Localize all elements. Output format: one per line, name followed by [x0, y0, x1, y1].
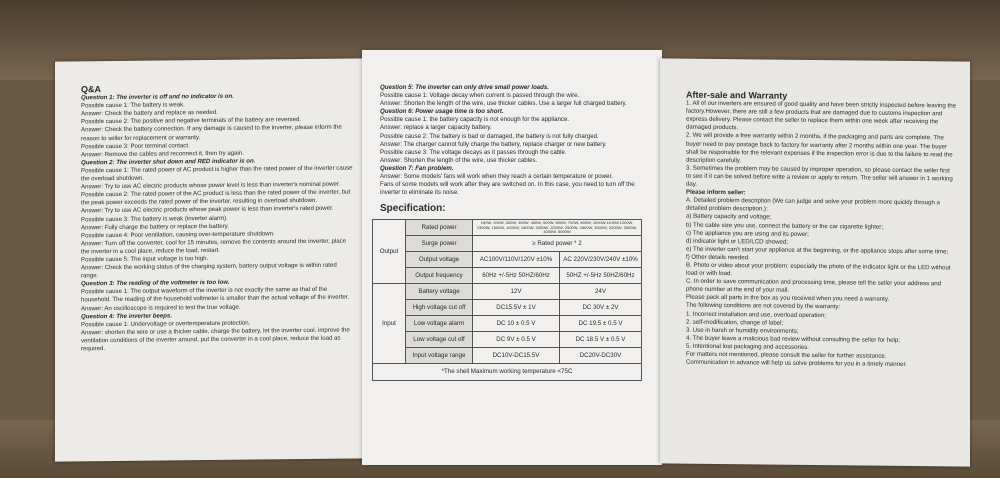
text-line: e) The inverter can't start your appliance at the beginning, or the appliance stops after some time; — [686, 245, 949, 256]
text-line: 1. Incorrect installation and use, overload operation; — [686, 310, 826, 319]
text-line: Possible cause 5: The input voltage is too high. — [81, 254, 209, 264]
text-line: 1. All of our inverters are ensured of good quality and have been strictly inspected before leaving the factory.However, there are still a few products that are damaged due to customs inspection and express delivery. Please contact the seller to replace them within one week after receiving the damaged products. — [686, 99, 956, 132]
input-range-label: Input voltage range — [406, 348, 473, 364]
surge-power-value: ≥ Rated power * 2 — [473, 236, 642, 252]
text-line: Answer: Fully charge the battery or replace the battery. — [81, 222, 229, 231]
lv-cutoff-12v: DC 9V ± 0.5 V — [473, 332, 560, 348]
text-line: Answer: Shorten the length of the wire, use thicker cables. — [380, 156, 538, 164]
middle-text — [380, 84, 648, 197]
text-line: 2. We will provide a free warranty within 2 months, if the packaging and parts are complete. The buyer need to pay postage back to factory for warranty after 2 months within one year. The buyer shall be responsible for the relevant expenses if the inspection error is due to the failure to read the description carefully. — [686, 132, 953, 164]
text-line: Question 3: The reading of the voltmeter is too low. — [81, 279, 230, 288]
text-line: Possible cause 4: Poor ventilation, causing over-temperature shutdown. — [81, 230, 275, 240]
output-frequency-12v: 60Hz +/-5Hz 50HZ/60Hz — [473, 268, 560, 284]
output-voltage-label: Output voltage — [406, 252, 473, 268]
text-line: Answer: An oscilloscope is required to test the true voltage. — [81, 303, 241, 312]
text-line: Please pack all parts in the box as you received when you need a warranty. — [686, 293, 890, 304]
text-line: 3. Sometimes the problem may be caused by improper operation, so please contact the seller first to see if it can be solved before write a review or apply to return. The seller will answer in 1 working day. — [686, 164, 953, 188]
text-line: c) The appliance you are using and its power; — [686, 229, 809, 238]
text-line: Possible cause 1: Voltage decay when current is passed through the wire. — [380, 92, 580, 100]
text-line: Answer: Check the working status of the charging system, battery output voltage is within rated range. — [81, 261, 337, 280]
hv-cutoff-24v: DC 30V ± 2V — [559, 300, 641, 316]
table-row — [373, 268, 642, 284]
text-line: 4. The buyer leave a malicious bad review without consulting the seller for help; — [686, 334, 900, 344]
text-line: d) indicator light or LED/LCD showed; — [686, 237, 788, 246]
text-line: Answer: Some models' fans will work when they reach a certain temperature or power. — [380, 173, 613, 181]
lv-alarm-12v: DC 10 ± 0.5 V — [473, 316, 560, 332]
spec-title: Specification: — [380, 203, 446, 215]
hv-cutoff-12v: DC15.5V ± 1V — [473, 300, 560, 316]
text-line: Question 7: Fan problem. — [380, 164, 454, 172]
text-line: Possible cause 1: The output waveform of the inverter is not exactly the same as that of the household. The reading of the household voltmeter is smaller than the actual voltage of the inverter. — [81, 286, 350, 304]
lv-alarm-24v: DC 19.5 ± 0.5 V — [559, 316, 641, 332]
text-line: Answer: Check the battery connection. If any damage is caused to the inverter, please inform the reason to seller for replacement or warranty. — [81, 124, 342, 142]
table-row — [373, 236, 642, 252]
text-line: 2. self-modification, change of label; — [686, 318, 784, 327]
qa-panel — [55, 58, 367, 461]
rated-power-label: Rated power — [406, 220, 473, 236]
text-line: f) Other details needed. — [686, 253, 750, 262]
lv-cutoff-24v: DC 18.5 V ± 0.5 V — [559, 332, 641, 348]
text-line: Question 4: The inverter beeps. — [81, 312, 173, 320]
text-line: Communication in advance will help us solve problems for you in a timely manner. — [686, 358, 907, 369]
table-row — [373, 364, 642, 381]
table-row — [373, 316, 642, 332]
text-line: For matters not mentioned, please consult the seller for further assistance. — [686, 350, 887, 360]
input-range-24v: DC20V-DC30V — [559, 348, 641, 364]
text-line: Possible cause 2: The positive and negative terminals of the battery are reversed. — [81, 116, 302, 126]
text-line: Question 6: Power usage time is too short. — [380, 108, 504, 116]
battery-voltage-label: Battery voltage — [406, 284, 473, 300]
text-line: Answer: Try to use AC electric products whose power level is less than inverter's nominal power. — [81, 180, 341, 191]
text-line: Answer: shorten the wire or use a thicker cable, charge the battery, let the inverter cool, improve the ventilation conditions of the inverter around, put the converter in a cool place, reduce the load as required. — [81, 326, 350, 353]
output-voltage-24v: AC 220V/230V/240V ±10% — [559, 252, 641, 268]
battery-voltage-12v: 12V — [473, 284, 560, 300]
text-line: Question 1: The inverter is off and no indicator is on. — [81, 92, 234, 102]
text-line: Please inform seller: — [686, 188, 746, 197]
text-line: B. Photo or video about your problem: especially the photo of the indicator light or the LED without load or with load. — [686, 261, 951, 278]
text-line: 5. Intentional lost packaging and accessories. — [686, 342, 809, 351]
temperature-note: *The shell Maximum working temperature <75C — [373, 364, 642, 381]
text-line: Possible cause 2: The battery is bad or damaged, the battery is not fully charged. — [380, 132, 599, 140]
output-group-label: Output — [373, 220, 406, 284]
input-range-12v: DC10V-DC15.5V — [473, 348, 560, 364]
table-row — [373, 284, 642, 300]
text-line: 3. Use in harsh or humidity environments; — [686, 326, 799, 335]
text-line: Possible cause 1: The battery is weak. — [81, 101, 185, 110]
text-line: Possible cause 3: The battery is weak (inverter alarm). — [81, 214, 228, 223]
text-line: Possible cause 1: Undervoltage or overtemperature protection. — [81, 319, 251, 329]
input-group-label: Input — [373, 284, 406, 364]
warranty-text — [686, 100, 956, 370]
table-row — [373, 252, 642, 268]
text-line: Fans of some models will work after they are switched on. In this case, you need to turn off the inverter to eliminate its noise. — [380, 181, 635, 197]
text-line: Possible cause 2: The rated power of the AC product is less than the rated power of the inverter, but the peak power exceeds the rated power of the inverter, resulting in overload shutdown. — [81, 188, 351, 207]
lv-cutoff-label: Low voltage cut off — [406, 332, 473, 348]
qa-text — [81, 92, 353, 354]
text-line: Answer: Shorten the length of the wire, use thicker cables. Use a larger full charged battery. — [380, 100, 627, 108]
warranty-panel — [660, 58, 970, 466]
text-line: b) The cable size you use, connect the battery or the car cigarette lighter; — [686, 221, 884, 231]
text-line: Possible cause 1: the battery capacity is not enough for the appliance. — [380, 116, 570, 124]
hv-cutoff-label: High voltage cut off — [406, 300, 473, 316]
text-line: Possible cause 3: The voltage decays as it passes through the cable. — [380, 148, 567, 156]
table-row — [373, 348, 642, 364]
battery-voltage-24v: 24V — [559, 284, 641, 300]
text-line: Answer: Remove the cables and reconnect it, then try again. — [81, 149, 244, 159]
warranty-title: After-sale and Warranty — [686, 89, 788, 101]
text-line: Question 5: The inverter can only drive small power loads. — [380, 84, 549, 91]
text-line: Answer: Turn off the converter, cool for 15 minutes, remove the contents around the inverter, place the inverter in a cool place, reduce the load, restart. — [81, 237, 347, 256]
surge-power-label: Surge power — [406, 236, 473, 252]
text-line: C. In order to save communication and processing time, please tell the seller your address and phone number at the end of your mail. — [686, 277, 942, 294]
text-line: Answer: Try to use AC electric products whose peak power is less than inverter's rated power. — [81, 205, 334, 215]
table-row — [373, 220, 642, 236]
middle-panel — [362, 50, 662, 465]
output-frequency-24v: 50HZ +/-5Hz 50HZ/60Hz — [559, 268, 641, 284]
text-line: Possible cause 1: The rated power of AC product is higher than the rated power of the inverter cause the overload shutdown. — [81, 164, 353, 183]
qa-title: Q&A — [81, 84, 101, 95]
text-line: Answer: replace a larger capacity battery. — [380, 124, 492, 132]
text-line: Answer: The charger cannot fully charge the battery, replace charger or new battery. — [380, 140, 607, 148]
table-row — [373, 332, 642, 348]
table-row — [373, 300, 642, 316]
spec-table — [372, 219, 642, 381]
output-frequency-label: Output frequency — [406, 268, 473, 284]
rated-power-value: 150W, 200W, 300W, 350W, 400W, 500W, 600W, 700W, 800W, 1000W,1100W,1200W, 1300W, 1500W, 1600W, 1800W, 2000W, 2200W, 2500W, 2800W, 3000W, 3200W, 3500W, 4000W, 5000W — [473, 220, 642, 236]
lv-alarm-label: Low voltage alarm — [406, 316, 473, 332]
text-line: Possible cause 3: Poor terminal contact. — [81, 141, 190, 151]
text-line: a) Battery capacity and voltage; — [686, 213, 772, 221]
output-voltage-12v: AC100V/110V/120V ±10% — [473, 252, 560, 268]
text-line: The following conditions are not covered by the warranty: — [686, 302, 841, 311]
text-line: Answer: Check the battery and replace as needed. — [81, 109, 218, 118]
text-line: A. Detailed problem description (We can judge and solve your problem more quickly through a detailed problem description.): — [686, 196, 940, 213]
text-line: Question 2: The inverter shut down and RED indicator is on. — [81, 157, 256, 167]
